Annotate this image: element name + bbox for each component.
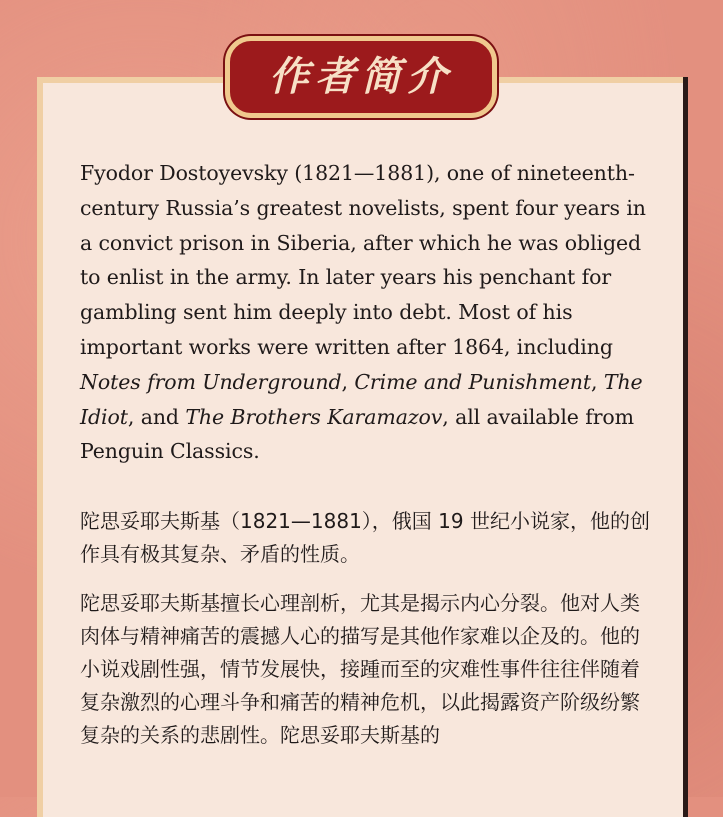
bio-english [80, 156, 650, 469]
work-title: The Brothers Karamazov [185, 404, 443, 429]
bio-chinese-paragraph: 陀思妥耶夫斯基擅长心理剖析，尤其是揭示内心分裂。他对人类肉体与精神痛苦的震撼人心的描写是其他作家难以企及的。他的小说戏剧性强，情节发展快，接踵而至的灾难性事件往往伴随着复杂激烈的心理斗争和痛苦的精神危机，以此揭露资产阶级纷繁复杂的关系的悲剧性。陀思妥耶夫斯基的 [80, 591, 640, 748]
bio-content [80, 156, 650, 752]
separator: , and [127, 404, 186, 429]
work-title: The Idiot [80, 369, 643, 429]
section-title: 作者简介 [269, 53, 453, 100]
title-badge [225, 36, 497, 118]
work-title: Crime and Punishment [354, 369, 592, 394]
work-title: Notes from Underground [80, 369, 342, 394]
separator: , [591, 369, 604, 394]
bio-english-text: Fyodor Dostoyevsky (1821—1881), one of nineteenth-century Russia’s greatest novelists, spent four years in a convict prison in Siberia, after which he was obliged to enlist in the army. In later years his penchant for gambling sent him deeply into debt. Most of his important works were written after 1864, including [80, 161, 646, 359]
bio-chinese-paragraph: 陀思妥耶夫斯基（1821—1881），俄国 19 世纪小说家，他的创作具有极其复杂、矛盾的性质。 [80, 509, 650, 567]
bio-english-text: , all available from Penguin Classics. [80, 404, 634, 464]
separator: , [341, 369, 355, 394]
